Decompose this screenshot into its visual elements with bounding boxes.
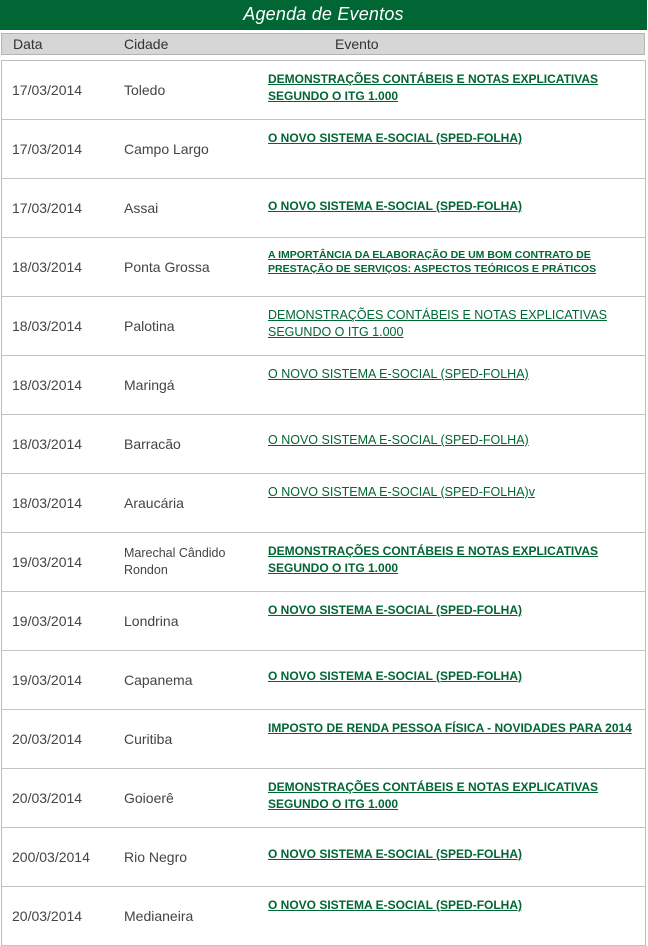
table-row <box>2 533 645 592</box>
event-date: 200/03/2014 <box>12 849 90 865</box>
event-link[interactable]: A IMPORTÂNCIA DA ELABORAÇÃO DE UM BOM CONTRATO DE PRESTAÇÃO DE SERVIÇOS: ASPECTOS TEÓRICOS E PRÁTICOS <box>268 249 597 275</box>
table-row <box>2 120 645 179</box>
event-link[interactable]: DEMONSTRAÇÕES CONTÁBEIS E NOTAS EXPLICATIVAS SEGUNDO O ITG 1.000 <box>268 72 599 103</box>
page-title: Agenda de Eventos <box>0 0 647 30</box>
event-link[interactable]: O NOVO SISTEMA E-SOCIAL (SPED-FOLHA) <box>268 669 523 683</box>
event-link[interactable]: DEMONSTRAÇÕES CONTÁBEIS E NOTAS EXPLICATIVAS SEGUNDO O ITG 1.000 <box>268 308 607 339</box>
events-table <box>1 60 646 946</box>
event-date: 19/03/2014 <box>12 613 83 629</box>
event-city: Capanema <box>124 672 193 688</box>
table-row <box>2 769 645 828</box>
event-city: Londrina <box>124 613 179 629</box>
table-row <box>2 887 645 946</box>
event-date: 17/03/2014 <box>12 141 83 157</box>
event-link[interactable]: O NOVO SISTEMA E-SOCIAL (SPED-FOLHA) <box>268 603 523 617</box>
table-row <box>2 828 645 887</box>
event-date: 18/03/2014 <box>12 495 83 511</box>
event-date: 20/03/2014 <box>12 731 83 747</box>
event-link[interactable]: O NOVO SISTEMA E-SOCIAL (SPED-FOLHA) <box>268 847 523 861</box>
table-row <box>2 61 645 120</box>
table-row <box>2 415 645 474</box>
event-date: 20/03/2014 <box>12 908 83 924</box>
event-city: Araucária <box>124 495 184 511</box>
event-city: Medianeira <box>124 908 194 924</box>
table-row <box>2 297 645 356</box>
event-link[interactable]: DEMONSTRAÇÕES CONTÁBEIS E NOTAS EXPLICATIVAS SEGUNDO O ITG 1.000 <box>268 544 599 575</box>
event-date: 20/03/2014 <box>12 790 83 806</box>
event-date: 18/03/2014 <box>12 259 83 275</box>
table-row <box>2 651 645 710</box>
event-date: 17/03/2014 <box>12 200 83 216</box>
event-date: 18/03/2014 <box>12 377 83 393</box>
event-link[interactable]: O NOVO SISTEMA E-SOCIAL (SPED-FOLHA)v <box>268 485 535 499</box>
event-link[interactable]: O NOVO SISTEMA E-SOCIAL (SPED-FOLHA) <box>268 199 523 213</box>
event-date: 18/03/2014 <box>12 436 83 452</box>
event-link[interactable]: O NOVO SISTEMA E-SOCIAL (SPED-FOLHA) <box>268 433 529 447</box>
event-city: Goioerê <box>124 790 174 806</box>
header-date: Data <box>13 36 43 52</box>
table-header <box>1 33 645 55</box>
table-row <box>2 238 645 297</box>
table-row <box>2 474 645 533</box>
event-city: Barracão <box>124 436 181 452</box>
event-city: Ponta Grossa <box>124 259 210 275</box>
event-link[interactable]: O NOVO SISTEMA E-SOCIAL (SPED-FOLHA) <box>268 367 529 381</box>
event-city: Curitiba <box>124 731 173 747</box>
event-city: Rio Negro <box>124 849 188 865</box>
table-row <box>2 179 645 238</box>
table-row <box>2 592 645 651</box>
event-link[interactable]: IMPOSTO DE RENDA PESSOA FÍSICA - NOVIDADES PARA 2014 <box>268 721 632 735</box>
event-link[interactable]: O NOVO SISTEMA E-SOCIAL (SPED-FOLHA) <box>268 131 523 145</box>
event-date: 19/03/2014 <box>12 554 83 570</box>
event-city: Toledo <box>124 82 166 98</box>
event-date: 19/03/2014 <box>12 672 83 688</box>
event-city: Marechal Cândido Rondon <box>124 546 226 577</box>
table-row <box>2 356 645 415</box>
table-row <box>2 710 645 769</box>
event-link[interactable]: O NOVO SISTEMA E-SOCIAL (SPED-FOLHA) <box>268 898 523 912</box>
event-city: Campo Largo <box>124 141 209 157</box>
event-date: 18/03/2014 <box>12 318 83 334</box>
event-city: Assai <box>124 200 159 216</box>
event-city: Maringá <box>124 377 175 393</box>
event-date: 17/03/2014 <box>12 82 83 98</box>
event-link[interactable]: DEMONSTRAÇÕES CONTÁBEIS E NOTAS EXPLICATIVAS SEGUNDO O ITG 1.000 <box>268 780 599 811</box>
header-city: Cidade <box>124 36 169 52</box>
header-event: Evento <box>335 36 379 52</box>
event-city: Palotina <box>124 318 175 334</box>
